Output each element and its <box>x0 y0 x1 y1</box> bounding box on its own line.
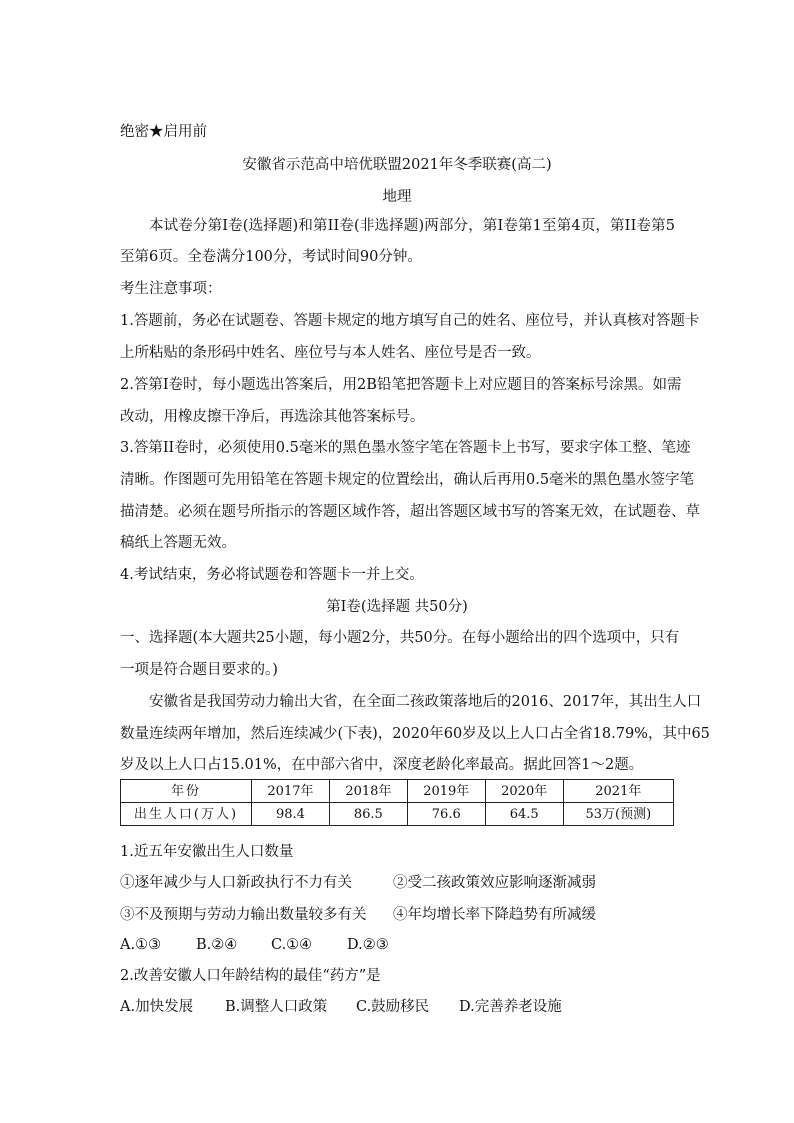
table-year-cell: 2017年 <box>252 780 330 803</box>
note-line: 4.考试结束，务必将试题卷和答题卡一并上交。 <box>120 567 424 583</box>
note-line: 描清楚。必须在题号所指示的答题区域作答，超出答题区域书写的答案无效，在试题卷、草 <box>120 504 700 520</box>
note-line: 清晰。作图题可先用铅笔在答题卡规定的位置绘出，确认后再用0.5毫米的黑色墨水签字笔 <box>120 472 695 488</box>
table-row <box>121 803 674 826</box>
note-line: 3.答第II卷时，必须使用0.5毫米的黑色墨水签字笔在答题卡上书写，要求字体工整、笔迹 <box>120 440 691 456</box>
q1-statement-1: ①逐年减少与人口新政执行不力有关 <box>120 875 352 891</box>
note-line: 改动，用橡皮擦干净后，再选涂其他答案标号。 <box>120 409 425 425</box>
section-instruction-1: 一、选择题(本大题共25小题，每小题2分，共50分。在每小题给出的四个选项中，只有 <box>120 630 680 646</box>
table-row-label: 出生人口(万人) <box>121 803 252 826</box>
table-year-cell: 2018年 <box>329 780 407 803</box>
confidential-mark: 绝密★启用前 <box>120 124 207 140</box>
passage-line-2: 数量连续两年增加，然后连续减少(下表)，2020年60岁及以上人口占全省18.79%，其中65 <box>120 726 710 742</box>
table-value-cell: 64.5 <box>485 803 563 826</box>
intro-line-2: 至第6页。全卷满分100分，考试时间90分钟。 <box>120 249 422 265</box>
note-line: 1.答题前，务必在试题卷、答题卡规定的地方填写自己的姓名、座位号，并认真核对答题卡 <box>120 313 700 329</box>
note-line: 稿纸上答题无效。 <box>120 535 236 551</box>
q2-choice-d: D.完善养老设施 <box>459 999 562 1015</box>
intro-line-1: 本试卷分第I卷(选择题)和第II卷(非选择题)两部分，第I卷第1至第4页，第II卷第5 <box>149 218 676 234</box>
table-year-cell: 2019年 <box>407 780 485 803</box>
question-2-stem: 2.改善安徽人口年龄结构的最佳“药方”是 <box>120 968 381 984</box>
q2-choice-a: A.加快发展 <box>120 999 194 1015</box>
note-line: 上所粘贴的条形码中姓名、座位号与本人姓名、座位号是否一致。 <box>120 345 541 361</box>
birth-population-table <box>120 779 674 826</box>
q2-choice-c: C.鼓励移民 <box>356 999 430 1015</box>
table-value-cell: 86.5 <box>329 803 407 826</box>
q1-statement-4: ④年均增长率下降趋势有所减缓 <box>393 907 596 923</box>
notes-heading: 考生注意事项： <box>120 281 222 297</box>
table-value-cell: 98.4 <box>252 803 330 826</box>
exam-title: 安徽省示范高中培优联盟2021年冬季联赛(高二) <box>242 157 552 173</box>
passage-line-1: 安徽省是我国劳动力输出大省，在全面二孩政策落地后的2016、2017年，其出生人口 <box>149 694 702 710</box>
note-line: 2.答第I卷时，每小题选出答案后，用2B铅笔把答题卡上对应题目的答案标号涂黑。如需 <box>120 377 682 393</box>
q1-choice-b: B.②④ <box>196 937 238 953</box>
table-year-cell: 2020年 <box>485 780 563 803</box>
table-value-cell: 76.6 <box>407 803 485 826</box>
table-header-label: 年份 <box>121 780 252 803</box>
q1-statement-2: ②受二孩政策效应影响逐渐减弱 <box>393 875 596 891</box>
table-value-cell: 53万(预测) <box>563 803 673 826</box>
q1-choice-a: A.①③ <box>120 937 162 953</box>
passage-line-3: 岁及以上人口占15.01%，在中部六省中，深度老龄化率最高。据此回答1～2题。 <box>120 757 644 773</box>
q1-choice-c: C.①④ <box>271 937 313 953</box>
q1-statement-3: ③不及预期与劳动力输出数量较多有关 <box>120 907 367 923</box>
q2-choice-b: B.调整人口政策 <box>225 999 328 1015</box>
section-instruction-2: 一项是符合题目要求的。) <box>120 662 278 678</box>
table-year-cell: 2021年 <box>563 780 673 803</box>
subject-title: 地理 <box>382 189 412 205</box>
table-row <box>121 780 674 803</box>
q1-choice-d: D.②③ <box>347 937 389 953</box>
question-1-stem: 1.近五年安徽出生人口数量 <box>120 844 294 860</box>
section-title: 第I卷(选择题 共50分) <box>326 599 468 615</box>
